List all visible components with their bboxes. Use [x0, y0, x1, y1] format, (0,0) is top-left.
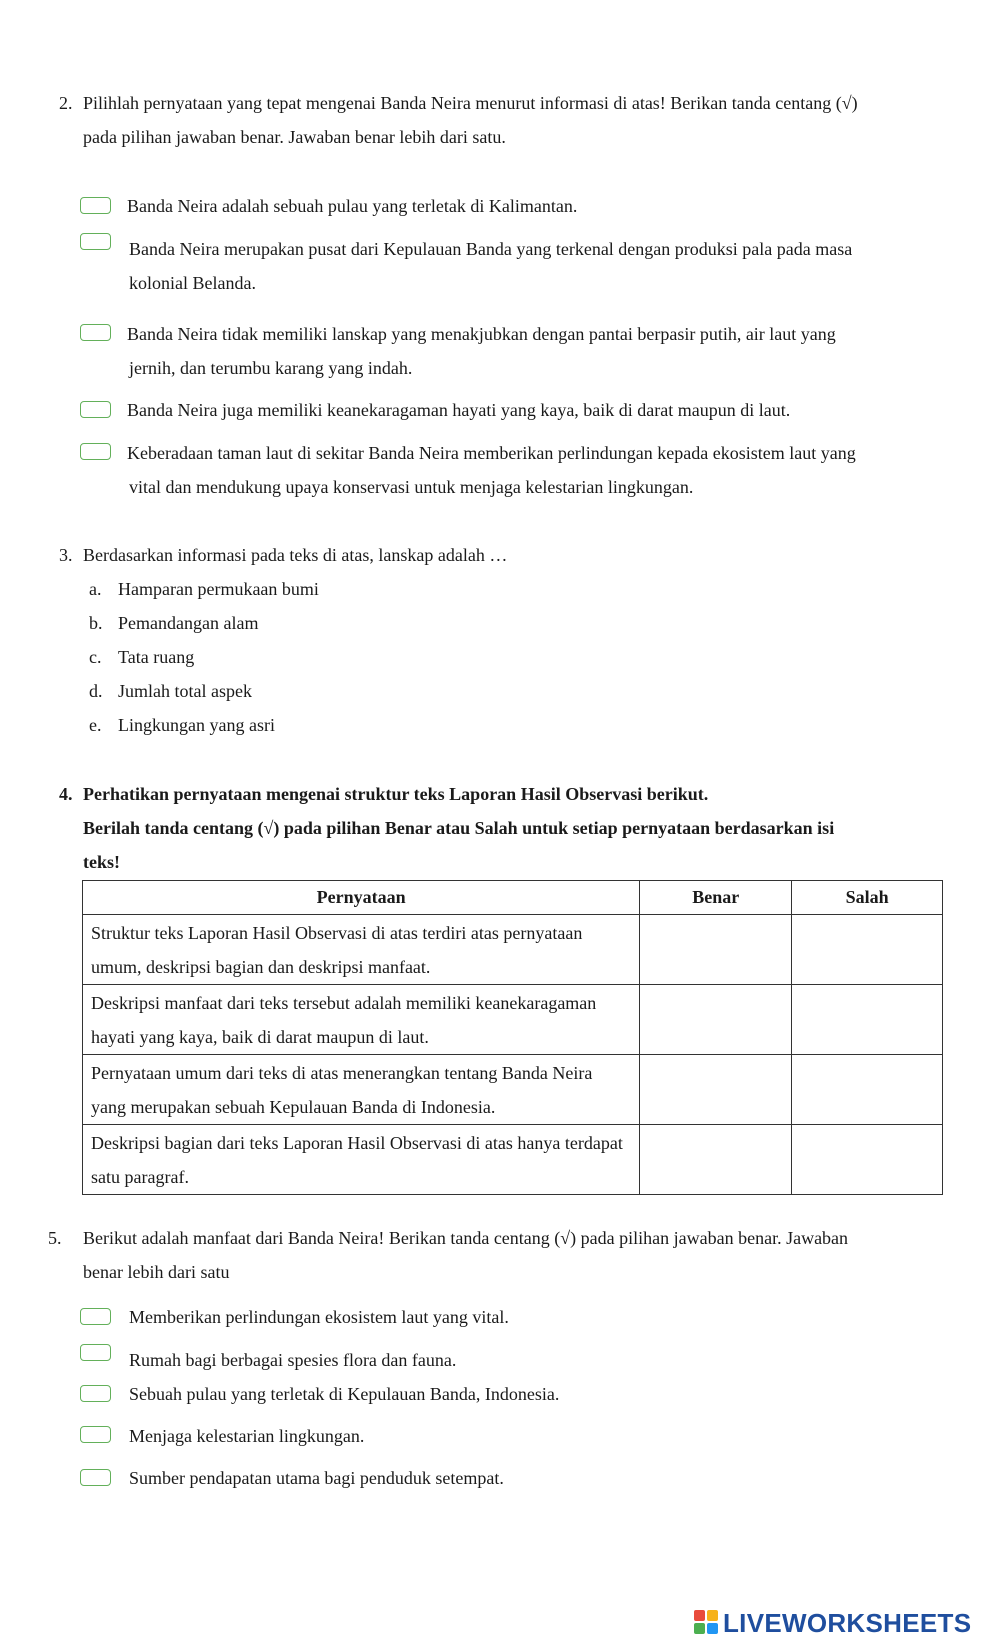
- q4-instruction-line-2: Berilah tanda centang (√) pada pilihan Benar atau Salah untuk setiap pernyataan berdasarkan isi: [83, 818, 835, 838]
- q5-option-1-checkbox[interactable]: [80, 1308, 111, 1325]
- logo-square-4: [707, 1623, 718, 1634]
- false-answer-cell[interactable]: [792, 915, 943, 985]
- true-answer-cell[interactable]: [640, 1055, 792, 1125]
- q4-instruction-line-1: Perhatikan pernyataan mengenai struktur teks Laporan Hasil Observasi berikut.: [83, 784, 709, 804]
- q3-question: Berdasarkan informasi pada teks di atas, lanskap adalah …: [83, 545, 508, 565]
- q5-option-3-text: Sebuah pulau yang terletak di Kepulauan Banda, Indonesia.: [129, 1384, 560, 1404]
- true-false-table: [82, 880, 943, 1195]
- q5-option-5-checkbox[interactable]: [80, 1469, 111, 1486]
- q2-option-1-checkbox[interactable]: [80, 197, 111, 214]
- false-answer-cell[interactable]: [792, 1055, 943, 1125]
- q2-option-5-text-2: vital dan mendukung upaya konservasi untuk menjaga kelestarian lingkungan.: [129, 477, 694, 497]
- q3-option-c-letter: c.: [89, 647, 102, 667]
- header-true: Benar: [640, 881, 792, 915]
- q3-option-a-text[interactable]: Hamparan permukaan bumi: [118, 579, 319, 599]
- liveworksheets-logo-icon: [694, 1610, 720, 1636]
- q3-number: 3.: [59, 545, 73, 565]
- q2-question-line-2: pada pilihan jawaban benar. Jawaban benar lebih dari satu.: [83, 127, 506, 147]
- q5-question-line-2: benar lebih dari satu: [83, 1262, 230, 1282]
- q5-option-2-checkbox[interactable]: [80, 1344, 111, 1361]
- statement-cell: Struktur teks Laporan Hasil Observasi di atas terdiri atas pernyataan umum, deskripsi bagian dan deskripsi manfaat.: [83, 915, 640, 985]
- q3-option-a-letter: a.: [89, 579, 102, 599]
- true-answer-cell[interactable]: [640, 985, 792, 1055]
- q2-option-5-text-1: Keberadaan taman laut di sekitar Banda Neira memberikan perlindungan kepada ekosistem laut yang: [127, 443, 856, 463]
- q5-option-5-text: Sumber pendapatan utama bagi penduduk setempat.: [129, 1468, 504, 1488]
- q3-option-e-text[interactable]: Lingkungan yang asri: [118, 715, 275, 735]
- q3-option-b-letter: b.: [89, 613, 103, 633]
- q3-option-d-letter: d.: [89, 681, 103, 701]
- true-answer-cell[interactable]: [640, 1125, 792, 1195]
- table-header-row: [83, 881, 943, 915]
- table-row: [83, 915, 943, 985]
- q2-question-line-1: Pilihlah pernyataan yang tepat mengenai Banda Neira menurut informasi di atas! Berikan tanda centang (√): [83, 93, 858, 113]
- false-answer-cell[interactable]: [792, 985, 943, 1055]
- table-row: [83, 985, 943, 1055]
- q3-option-c-text[interactable]: Tata ruang: [118, 647, 195, 667]
- q2-option-4-checkbox[interactable]: [80, 401, 111, 418]
- q2-option-3-checkbox[interactable]: [80, 324, 111, 341]
- q4-number: 4.: [59, 784, 73, 804]
- logo-square-2: [707, 1610, 718, 1621]
- q2-option-1-text: Banda Neira adalah sebuah pulau yang terletak di Kalimantan.: [127, 196, 578, 216]
- logo-square-3: [694, 1623, 705, 1634]
- q5-number: 5.: [48, 1228, 62, 1248]
- table-row: [83, 1125, 943, 1195]
- logo-square-1: [694, 1610, 705, 1621]
- statement-cell: Deskripsi manfaat dari teks tersebut adalah memiliki keanekaragaman hayati yang kaya, baik di darat maupun di laut.: [83, 985, 640, 1055]
- true-answer-cell[interactable]: [640, 915, 792, 985]
- q2-option-2-text-1: Banda Neira merupakan pusat dari Kepulauan Banda yang terkenal dengan produksi pala pada masa: [129, 239, 853, 259]
- q5-option-4-checkbox[interactable]: [80, 1426, 111, 1443]
- q2-option-2-text-2: kolonial Belanda.: [129, 273, 256, 293]
- q2-option-2-checkbox[interactable]: [80, 233, 111, 250]
- q5-question-line-1: Berikut adalah manfaat dari Banda Neira! Berikan tanda centang (√) pada pilihan jawaban benar. Jawaban: [83, 1228, 849, 1248]
- header-false: Salah: [792, 881, 943, 915]
- q4-instruction-line-3: teks!: [83, 852, 120, 872]
- header-statement: Pernyataan: [83, 881, 640, 915]
- liveworksheets-wordmark: LIVEWORKSHEETS: [723, 1607, 972, 1638]
- table-row: [83, 1055, 943, 1125]
- q2-option-5-checkbox[interactable]: [80, 443, 111, 460]
- q3-option-b-text[interactable]: Pemandangan alam: [118, 613, 259, 633]
- false-answer-cell[interactable]: [792, 1125, 943, 1195]
- liveworksheets-logo: [694, 1608, 971, 1638]
- q5-option-1-text: Memberikan perlindungan ekosistem laut yang vital.: [129, 1307, 509, 1327]
- q3-option-e-letter: e.: [89, 715, 102, 735]
- statement-cell: Pernyataan umum dari teks di atas menerangkan tentang Banda Neira yang merupakan sebuah Kepulauan Banda di Indonesia.: [83, 1055, 640, 1125]
- q2-option-3-text-1: Banda Neira tidak memiliki lanskap yang menakjubkan dengan pantai berpasir putih, air laut yang: [127, 324, 836, 344]
- q2-option-3-text-2: jernih, dan terumbu karang yang indah.: [129, 358, 413, 378]
- q3-option-d-text[interactable]: Jumlah total aspek: [118, 681, 252, 701]
- q5-option-2-text: Rumah bagi berbagai spesies flora dan fauna.: [129, 1350, 457, 1370]
- q2-option-4-text: Banda Neira juga memiliki keanekaragaman hayati yang kaya, baik di darat maupun di laut.: [127, 400, 791, 420]
- q5-option-4-text: Menjaga kelestarian lingkungan.: [129, 1426, 365, 1446]
- q5-option-3-checkbox[interactable]: [80, 1385, 111, 1402]
- statement-cell: Deskripsi bagian dari teks Laporan Hasil Observasi di atas hanya terdapat satu paragraf.: [83, 1125, 640, 1195]
- q2-number: 2.: [59, 93, 73, 113]
